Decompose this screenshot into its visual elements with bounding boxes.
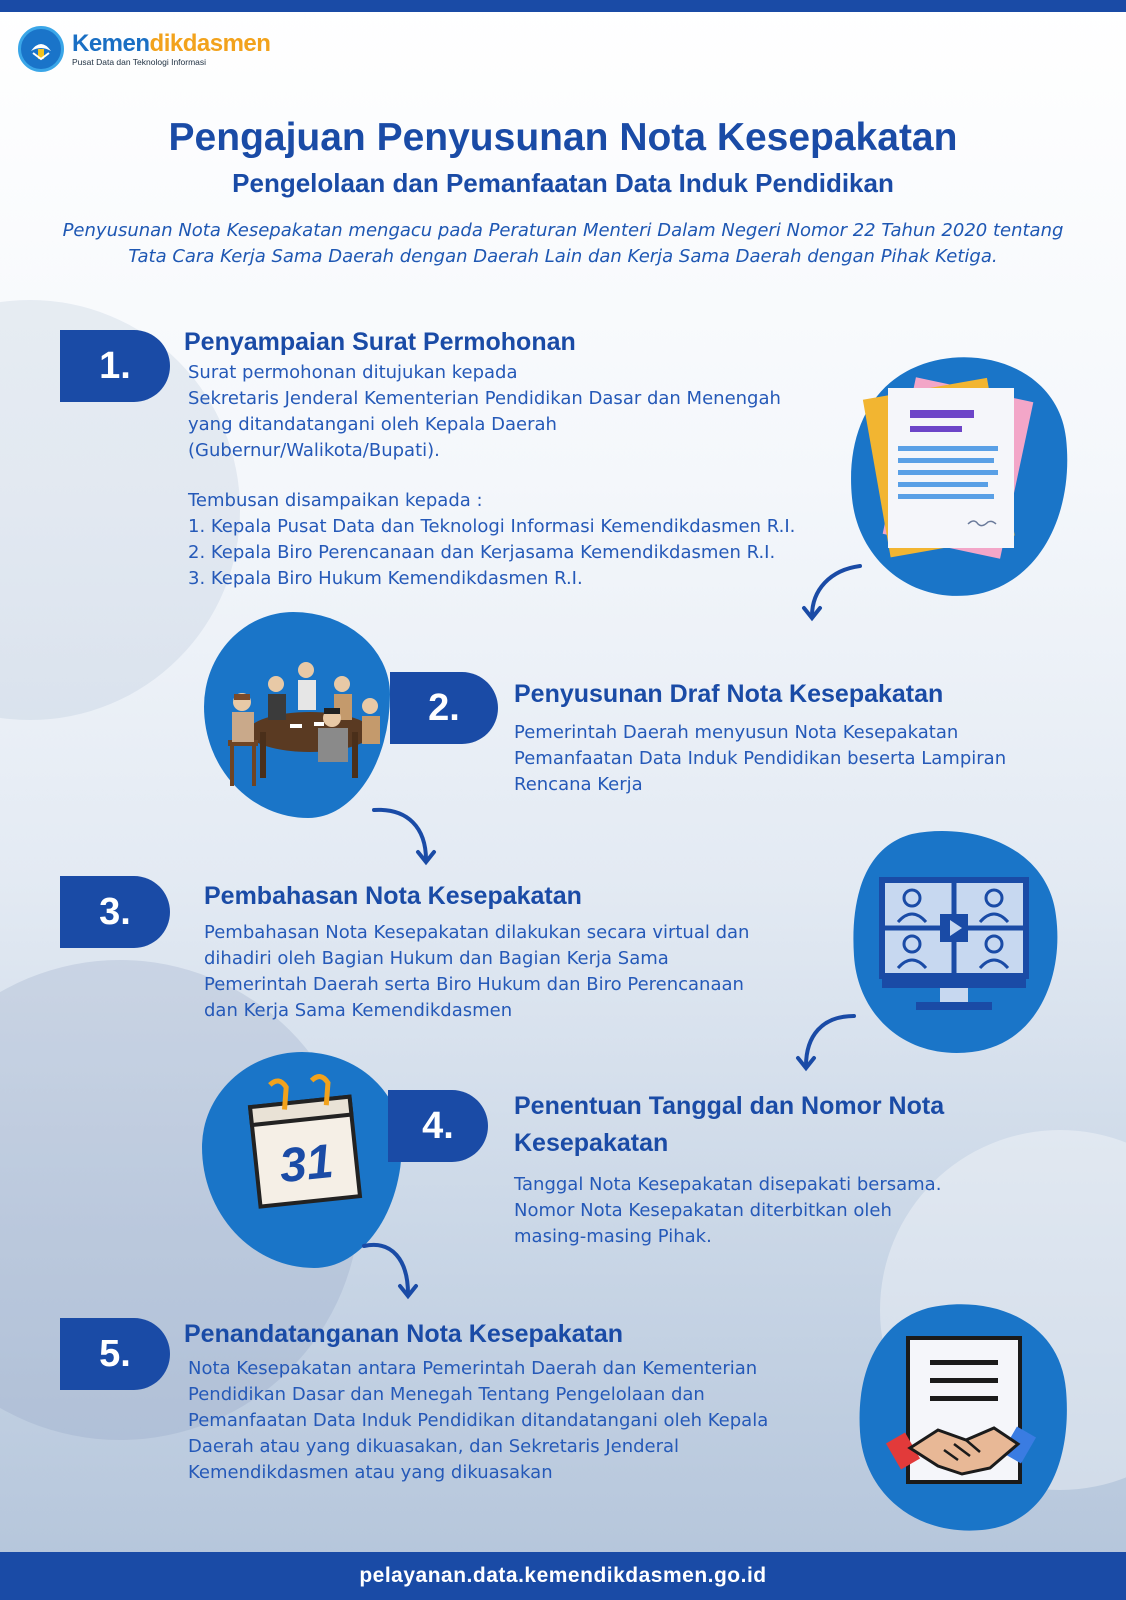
- step-3-body: Pembahasan Nota Kesepakatan dilakukan secara virtual dan dihadiri oleh Bagian Hukum dan Bagian Kerja Sama Pemerintah Daerah serta Biro Hukum dan Biro Perencanaan dan Kerja Sama Kemendikdasmen: [204, 922, 750, 1021]
- step-1-cc-item: 1. Kepala Pusat Data dan Teknologi Informasi Kemendikdasmen R.I.: [188, 516, 796, 537]
- step-3-title: Pembahasan Nota Kesepakatan: [204, 882, 582, 910]
- intro-text: Penyusunan Nota Kesepakatan mengacu pada Peraturan Menteri Dalam Negeri Nomor 22 Tahun 2020 tentang Tata Cara Kerja Sama Daerah dengan Daerah Lain dan Kerja Sama Daerah dengan Pihak Ketiga.: [62, 220, 1064, 267]
- step-1-title: Penyampaian Surat Permohonan: [184, 328, 576, 356]
- meeting-icon: [220, 640, 390, 800]
- step-1-cc-item: 3. Kepala Biro Hukum Kemendikdasmen R.I.: [188, 568, 583, 589]
- logo-name: Kemendikdasmen: [72, 30, 271, 57]
- footer-bar: [0, 1552, 1126, 1600]
- logo-tagline: Pusat Data dan Teknologi Informasi: [72, 57, 207, 67]
- step-5-body: Nota Kesepakatan antara Pemerintah Daerah dan Kementerian Pendidikan Dasar dan Menegah Tentang Pengelolaan dan Pemanfaatan Data Induk Pendidikan ditandatangani oleh Kepala Daerah atau yang dikuasakan, dan Sekretaris Jenderal Kemendikdasmen atau yang dikuasakan: [188, 1358, 769, 1483]
- footer-url-link[interactable]: pelayanan.data.kemendikdasmen.go.id: [359, 1564, 767, 1587]
- step-2-title: Penyusunan Draf Nota Kesepakatan: [514, 680, 944, 708]
- step-3-number: 3.: [60, 876, 170, 948]
- step-5-number: 5.: [60, 1318, 170, 1390]
- calendar-day: 31: [277, 1134, 336, 1194]
- flow-arrow-icon: [368, 800, 448, 880]
- flow-arrow-icon: [792, 1010, 872, 1090]
- logo: [18, 26, 270, 72]
- document-icon: [848, 348, 1070, 598]
- top-bar: [0, 0, 1126, 12]
- step-5-title: Penandatanganan Nota Kesepakatan: [184, 1320, 624, 1348]
- handshake-contract-icon: [858, 1298, 1068, 1534]
- step-2-body: Pemerintah Daerah menyusun Nota Kesepakatan Pemanfaatan Data Induk Pendidikan beserta Lampiran Rencana Kerja: [514, 722, 1007, 795]
- flow-arrow-icon: [800, 560, 880, 640]
- step-1-cc-item: 2. Kepala Biro Perencanaan dan Kerjasama Kemendikdasmen R.I.: [188, 542, 776, 563]
- video-conference-icon: [852, 826, 1058, 1056]
- step-1-cc-heading: Tembusan disampaikan kepada :: [188, 490, 483, 511]
- page-title: Pengajuan Penyusunan Nota Kesepakatan: [168, 116, 958, 159]
- logo-emblem-icon: [18, 26, 64, 72]
- page-subtitle: Pengelolaan dan Pemanfaatan Data Induk Pendidikan: [232, 168, 894, 198]
- step-1-number: 1.: [60, 330, 170, 402]
- step-4-number: 4.: [388, 1090, 488, 1162]
- calendar-icon: [236, 1072, 366, 1212]
- step-2-number: 2.: [390, 672, 498, 744]
- step-1-body: Surat permohonan ditujukan kepada Sekretaris Jenderal Kementerian Pendidikan Dasar dan Menengah yang ditandatangani oleh Kepala Daerah (Gubernur/Walikota/Bupati). Tembusan disampaikan kepada : 1. Kepala Pusat Data dan Teknologi Informasi Kemendikdasmen R.I. 2. Kepala Biro Perencanaan dan Kerjasama Kemendikdasmen R.I. 3. Kepala Biro Hukum Kemendikdasmen R.I.: [188, 360, 848, 592]
- step-4-title: Penentuan Tanggal dan Nomor Nota Kesepakatan: [514, 1092, 945, 1157]
- step-4-body: Tanggal Nota Kesepakatan disepakati bersama. Nomor Nota Kesepakatan diterbitkan oleh masing-masing Pihak.: [514, 1174, 942, 1247]
- flow-arrow-icon: [358, 1230, 438, 1310]
